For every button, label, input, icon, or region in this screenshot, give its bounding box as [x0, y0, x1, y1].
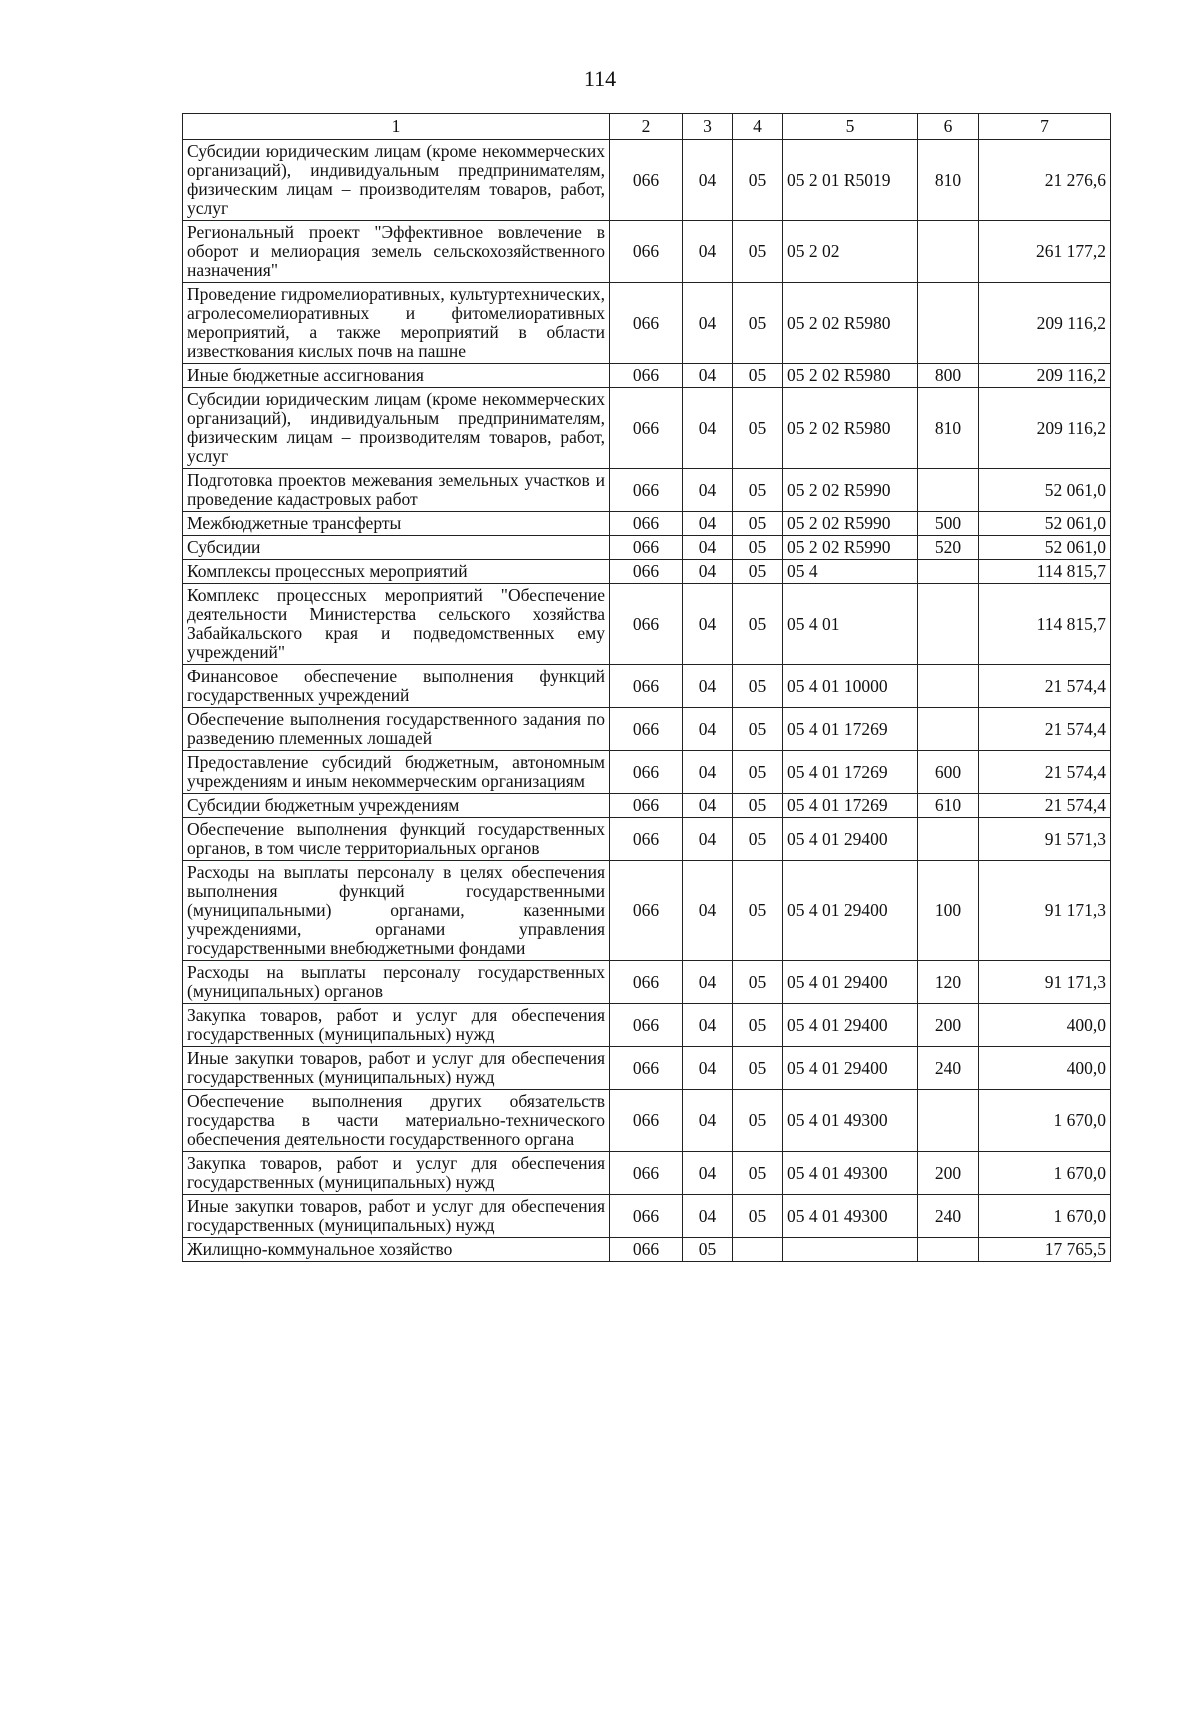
- amount: 261 177,2: [979, 221, 1111, 283]
- target-article-code: 05 2 02 R5990: [783, 469, 918, 512]
- table-row: [183, 388, 1111, 469]
- section-code: 04: [683, 708, 733, 751]
- target-article-code: 05 4 01 49300: [783, 1090, 918, 1152]
- target-article-code: [783, 1238, 918, 1262]
- target-article-code: 05 4 01 17269: [783, 751, 918, 794]
- section-code: 04: [683, 536, 733, 560]
- section-code: 04: [683, 388, 733, 469]
- subsection-code: 05: [733, 283, 783, 364]
- amount: 209 116,2: [979, 283, 1111, 364]
- section-code: 04: [683, 140, 733, 221]
- amount: 400,0: [979, 1004, 1111, 1047]
- section-code: 04: [683, 1047, 733, 1090]
- amount: 52 061,0: [979, 536, 1111, 560]
- target-article-code: 05 2 01 R5019: [783, 140, 918, 221]
- expense-type-code: [918, 1238, 979, 1262]
- row-name: Обеспечение выполнения государственного задания по разведению племенных лошадей: [183, 708, 610, 751]
- section-code: 04: [683, 364, 733, 388]
- target-article-code: 05 2 02 R5990: [783, 512, 918, 536]
- expense-type-code: 600: [918, 751, 979, 794]
- table-row: [183, 751, 1111, 794]
- row-name: Закупка товаров, работ и услуг для обеспечения государственных (муниципальных) нужд: [183, 1004, 610, 1047]
- table-row: [183, 1047, 1111, 1090]
- amount: 17 765,5: [979, 1238, 1111, 1262]
- table-row: [183, 818, 1111, 861]
- ministry-code: 066: [610, 469, 683, 512]
- expense-type-code: 520: [918, 536, 979, 560]
- ministry-code: 066: [610, 794, 683, 818]
- row-name: Предоставление субсидий бюджетным, автономным учреждениям и иным некоммерческим организациям: [183, 751, 610, 794]
- section-code: 04: [683, 665, 733, 708]
- subsection-code: 05: [733, 584, 783, 665]
- ministry-code: 066: [610, 283, 683, 364]
- expense-type-code: [918, 221, 979, 283]
- section-code: 04: [683, 961, 733, 1004]
- expense-type-code: [918, 469, 979, 512]
- amount: 114 815,7: [979, 560, 1111, 584]
- amount: 91 171,3: [979, 961, 1111, 1004]
- expense-type-code: 810: [918, 140, 979, 221]
- table-row: [183, 1004, 1111, 1047]
- target-article-code: 05 2 02 R5980: [783, 388, 918, 469]
- subsection-code: 05: [733, 961, 783, 1004]
- target-article-code: 05 4 01 29400: [783, 861, 918, 961]
- ministry-code: 066: [610, 708, 683, 751]
- target-article-code: 05 4 01 29400: [783, 818, 918, 861]
- ministry-code: 066: [610, 751, 683, 794]
- expense-type-code: [918, 584, 979, 665]
- row-name: Иные бюджетные ассигнования: [183, 364, 610, 388]
- amount: 91 571,3: [979, 818, 1111, 861]
- section-code: 04: [683, 1195, 733, 1238]
- subsection-code: 05: [733, 794, 783, 818]
- subsection-code: 05: [733, 1047, 783, 1090]
- section-code: 04: [683, 283, 733, 364]
- expense-type-code: 500: [918, 512, 979, 536]
- section-code: 05: [683, 1238, 733, 1262]
- amount: 1 670,0: [979, 1195, 1111, 1238]
- subsection-code: 05: [733, 560, 783, 584]
- table-row: [183, 665, 1111, 708]
- section-code: 04: [683, 584, 733, 665]
- amount: 209 116,2: [979, 388, 1111, 469]
- expense-type-code: [918, 818, 979, 861]
- subsection-code: 05: [733, 388, 783, 469]
- ministry-code: 066: [610, 584, 683, 665]
- section-code: 04: [683, 469, 733, 512]
- ministry-code: 066: [610, 560, 683, 584]
- row-name: Расходы на выплаты персоналу в целях обеспечения выполнения функций государственными (муниципальными) органами, казенными учреждениями, органами управления государственными внебюджетными фондами: [183, 861, 610, 961]
- amount: 52 061,0: [979, 512, 1111, 536]
- table-row: [183, 283, 1111, 364]
- subsection-code: 05: [733, 1090, 783, 1152]
- target-article-code: 05 4: [783, 560, 918, 584]
- expense-type-code: 610: [918, 794, 979, 818]
- table-row: [183, 364, 1111, 388]
- target-article-code: 05 2 02 R5980: [783, 283, 918, 364]
- expense-type-code: 200: [918, 1152, 979, 1195]
- subsection-code: 05: [733, 1004, 783, 1047]
- target-article-code: 05 2 02 R5990: [783, 536, 918, 560]
- table-row: [183, 1152, 1111, 1195]
- section-code: 04: [683, 560, 733, 584]
- subsection-code: 05: [733, 512, 783, 536]
- target-article-code: 05 4 01 17269: [783, 794, 918, 818]
- target-article-code: 05 2 02: [783, 221, 918, 283]
- table-row: [183, 469, 1111, 512]
- column-header: 7: [979, 114, 1111, 140]
- target-article-code: 05 4 01 29400: [783, 1047, 918, 1090]
- amount: 114 815,7: [979, 584, 1111, 665]
- section-code: 04: [683, 512, 733, 536]
- row-name: Субсидии юридическим лицам (кроме некоммерческих организаций), индивидуальным предпринимателям, физическим лицам – производителям товаров, работ, услуг: [183, 388, 610, 469]
- table-row: [183, 536, 1111, 560]
- table-row: [183, 961, 1111, 1004]
- subsection-code: 05: [733, 751, 783, 794]
- target-article-code: 05 4 01: [783, 584, 918, 665]
- ministry-code: 066: [610, 665, 683, 708]
- amount: 21 574,4: [979, 751, 1111, 794]
- expense-type-code: [918, 560, 979, 584]
- section-code: 04: [683, 221, 733, 283]
- row-name: Финансовое обеспечение выполнения функций государственных учреждений: [183, 665, 610, 708]
- row-name: Обеспечение выполнения других обязательств государства в части материально-технического обеспечения деятельности государственного органа: [183, 1090, 610, 1152]
- amount: 21 574,4: [979, 794, 1111, 818]
- subsection-code: 05: [733, 861, 783, 961]
- ministry-code: 066: [610, 1152, 683, 1195]
- expense-type-code: 100: [918, 861, 979, 961]
- expense-type-code: [918, 1090, 979, 1152]
- row-name: Субсидии: [183, 536, 610, 560]
- ministry-code: 066: [610, 1090, 683, 1152]
- subsection-code: 05: [733, 140, 783, 221]
- table-row: [183, 1090, 1111, 1152]
- target-article-code: 05 4 01 17269: [783, 708, 918, 751]
- expense-type-code: [918, 283, 979, 364]
- amount: 52 061,0: [979, 469, 1111, 512]
- table-row: [183, 140, 1111, 221]
- subsection-code: 05: [733, 536, 783, 560]
- subsection-code: 05: [733, 818, 783, 861]
- target-article-code: 05 4 01 49300: [783, 1152, 918, 1195]
- budget-table: [182, 113, 1111, 1262]
- column-header: 6: [918, 114, 979, 140]
- ministry-code: 066: [610, 512, 683, 536]
- ministry-code: 066: [610, 1047, 683, 1090]
- amount: 400,0: [979, 1047, 1111, 1090]
- ministry-code: 066: [610, 536, 683, 560]
- section-code: 04: [683, 861, 733, 961]
- subsection-code: 05: [733, 364, 783, 388]
- amount: 21 276,6: [979, 140, 1111, 221]
- section-code: 04: [683, 1090, 733, 1152]
- table-row: [183, 708, 1111, 751]
- subsection-code: 05: [733, 469, 783, 512]
- row-name: Субсидии бюджетным учреждениям: [183, 794, 610, 818]
- amount: 1 670,0: [979, 1090, 1111, 1152]
- row-name: Проведение гидромелиоративных, культуртехнических, агролесомелиоративных и фитомелиоративных мероприятий, а также мероприятий в области известкования кислых почв на пашне: [183, 283, 610, 364]
- target-article-code: 05 4 01 29400: [783, 961, 918, 1004]
- target-article-code: 05 4 01 49300: [783, 1195, 918, 1238]
- ministry-code: 066: [610, 1195, 683, 1238]
- expense-type-code: 240: [918, 1047, 979, 1090]
- row-name: Иные закупки товаров, работ и услуг для обеспечения государственных (муниципальных) нужд: [183, 1195, 610, 1238]
- ministry-code: 066: [610, 961, 683, 1004]
- column-header: 5: [783, 114, 918, 140]
- expense-type-code: 800: [918, 364, 979, 388]
- column-header: 3: [683, 114, 733, 140]
- section-code: 04: [683, 751, 733, 794]
- table-row: [183, 560, 1111, 584]
- column-header: 1: [183, 114, 610, 140]
- row-name: Расходы на выплаты персоналу государственных (муниципальных) органов: [183, 961, 610, 1004]
- expense-type-code: 120: [918, 961, 979, 1004]
- ministry-code: 066: [610, 140, 683, 221]
- row-name: Закупка товаров, работ и услуг для обеспечения государственных (муниципальных) нужд: [183, 1152, 610, 1195]
- column-header: 4: [733, 114, 783, 140]
- amount: 1 670,0: [979, 1152, 1111, 1195]
- subsection-code: [733, 1238, 783, 1262]
- expense-type-code: [918, 665, 979, 708]
- ministry-code: 066: [610, 1238, 683, 1262]
- target-article-code: 05 4 01 10000: [783, 665, 918, 708]
- page-number: 114: [583, 66, 617, 91]
- expense-type-code: 240: [918, 1195, 979, 1238]
- section-code: 04: [683, 1152, 733, 1195]
- section-code: 04: [683, 794, 733, 818]
- row-name: Обеспечение выполнения функций государственных органов, в том числе территориальных органов: [183, 818, 610, 861]
- expense-type-code: 200: [918, 1004, 979, 1047]
- section-code: 04: [683, 818, 733, 861]
- row-name: Комплекс процессных мероприятий "Обеспечение деятельности Министерства сельского хозяйства Забайкальского края и подведомственных ему учреждений": [183, 584, 610, 665]
- subsection-code: 05: [733, 665, 783, 708]
- section-code: 04: [683, 1004, 733, 1047]
- table-row: [183, 512, 1111, 536]
- amount: 209 116,2: [979, 364, 1111, 388]
- ministry-code: 066: [610, 861, 683, 961]
- subsection-code: 05: [733, 708, 783, 751]
- row-name: Межбюджетные трансферты: [183, 512, 610, 536]
- ministry-code: 066: [610, 364, 683, 388]
- ministry-code: 066: [610, 818, 683, 861]
- amount: 91 171,3: [979, 861, 1111, 961]
- expense-type-code: 810: [918, 388, 979, 469]
- expense-type-code: [918, 708, 979, 751]
- table-row: [183, 584, 1111, 665]
- target-article-code: 05 4 01 29400: [783, 1004, 918, 1047]
- subsection-code: 05: [733, 221, 783, 283]
- table-row: [183, 794, 1111, 818]
- row-name: Подготовка проектов межевания земельных участков и проведение кадастровых работ: [183, 469, 610, 512]
- table-row: [183, 1238, 1111, 1262]
- row-name: Региональный проект "Эффективное вовлечение в оборот и мелиорация земель сельскохозяйственного назначения": [183, 221, 610, 283]
- subsection-code: 05: [733, 1195, 783, 1238]
- row-name: Иные закупки товаров, работ и услуг для обеспечения государственных (муниципальных) нужд: [183, 1047, 610, 1090]
- row-name: Комплексы процессных мероприятий: [183, 560, 610, 584]
- ministry-code: 066: [610, 221, 683, 283]
- row-name: Субсидии юридическим лицам (кроме некоммерческих организаций), индивидуальным предпринимателям, физическим лицам – производителям товаров, работ, услуг: [183, 140, 610, 221]
- amount: 21 574,4: [979, 665, 1111, 708]
- column-header: 2: [610, 114, 683, 140]
- row-name: Жилищно-коммунальное хозяйство: [183, 1238, 610, 1262]
- target-article-code: 05 2 02 R5980: [783, 364, 918, 388]
- ministry-code: 066: [610, 388, 683, 469]
- ministry-code: 066: [610, 1004, 683, 1047]
- table-row: [183, 1195, 1111, 1238]
- subsection-code: 05: [733, 1152, 783, 1195]
- table-row: [183, 861, 1111, 961]
- header-row: [183, 114, 1111, 140]
- table-row: [183, 221, 1111, 283]
- amount: 21 574,4: [979, 708, 1111, 751]
